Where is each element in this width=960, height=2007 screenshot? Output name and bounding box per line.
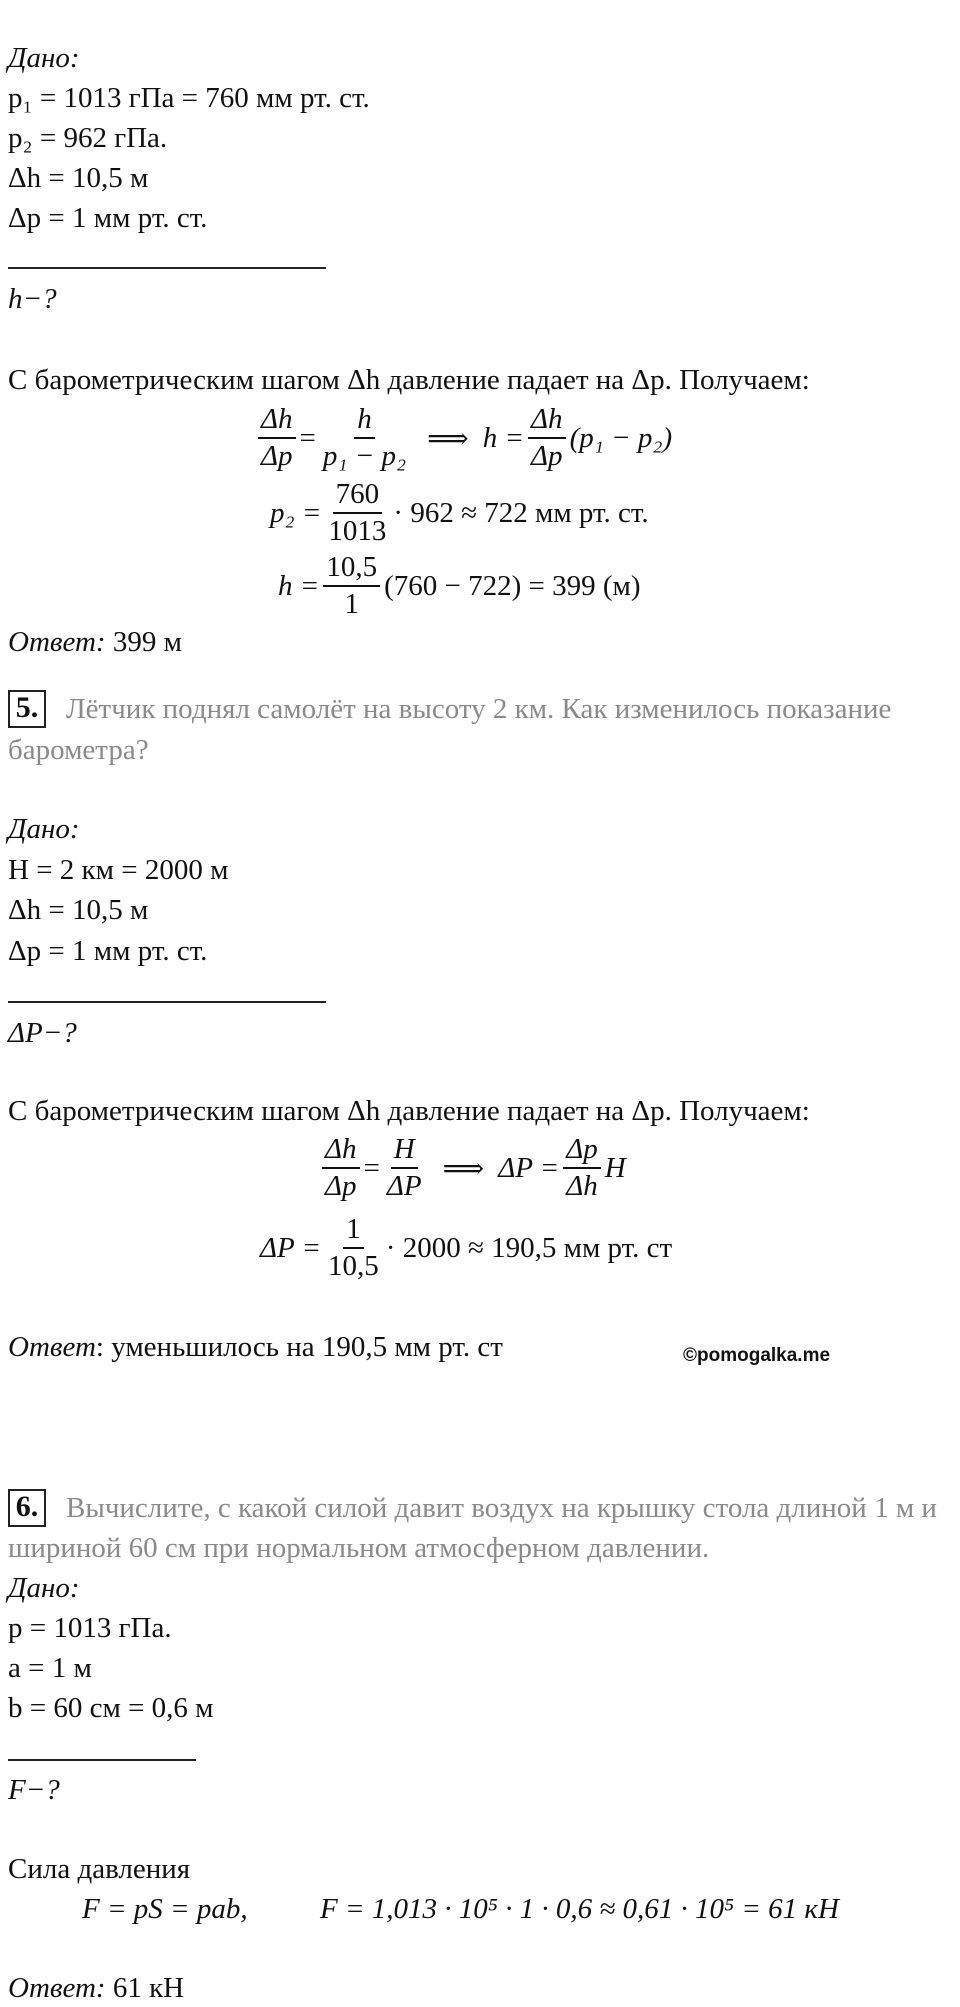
solution-intro: С барометрическим шагом Δh давление падает на Δp. Получаем: — [8, 1095, 810, 1127]
problem-number: 6. — [8, 1489, 46, 1527]
fraction-denominator: 10,5 — [328, 1250, 379, 1282]
equation-lhs: ΔP = — [498, 1151, 560, 1184]
given-line: H = 2 км = 2000 м — [8, 854, 229, 886]
fraction-denominator: Δp — [261, 440, 293, 472]
equals-sign: = — [363, 1151, 380, 1184]
equation-tail: (p₁ − p₂) — [569, 421, 673, 454]
answer-line — [8, 628, 182, 657]
equation-1 — [318, 1130, 626, 1206]
fraction-denominator: Δp — [531, 440, 563, 472]
given-line: p = 1013 гПа. — [8, 1612, 172, 1644]
formula: F = pS = pab, — [82, 1893, 248, 1925]
fraction-numerator: H — [391, 1135, 418, 1169]
answer-label: Ответ: — [8, 626, 106, 658]
equation-lhs: p₂ = — [270, 496, 322, 529]
equation-1 — [254, 400, 672, 476]
fraction-denominator: 1 — [344, 588, 359, 620]
given-line: a = 1 м — [8, 1652, 92, 1684]
equation-lhs: h = — [278, 569, 320, 602]
equation-tail: (760 − 722) = 399 (м) — [384, 569, 641, 602]
answer-value: 399 м — [105, 626, 182, 658]
problem-question: Лётчик поднял самолёт на высоту 2 км. Как изменилось показание — [66, 693, 892, 725]
divider — [8, 1001, 326, 1003]
problem-question: шириной 60 см при нормальном атмосферном давлении. — [8, 1532, 710, 1564]
answer-value: : уменьшилось на 190,5 мм рт. ст — [95, 1331, 503, 1363]
problem-number: 5. — [8, 690, 46, 728]
given-label: Дано: — [8, 1572, 80, 1604]
fraction-denominator: Δh — [566, 1170, 598, 1202]
solution-intro: С барометрическим шагом Δh давление падает на Δp. Получаем: — [8, 364, 810, 396]
solution-intro: Сила давления — [8, 1853, 191, 1885]
equals-sign: = — [299, 421, 316, 454]
equation-2 — [270, 475, 649, 551]
equation-tail: · 962 ≈ 722 мм рт. ст. — [393, 496, 649, 529]
fraction-numerator: Δh — [528, 405, 566, 439]
fraction-denominator: Δp — [325, 1170, 357, 1202]
given-line: Δp = 1 мм рт. ст. — [8, 935, 208, 967]
fraction-numerator: Δp — [563, 1135, 601, 1169]
fraction-numerator: Δh — [322, 1135, 360, 1169]
equation-tail: · 2000 ≈ 190,5 мм рт. ст — [385, 1231, 673, 1264]
fraction-denominator: p₁ − p₂ — [322, 440, 407, 472]
find-line: F−? — [8, 1774, 60, 1806]
given-line: b = 60 см = 0,6 м — [8, 1692, 214, 1724]
find-line: h−? — [8, 283, 57, 315]
equation-2 — [260, 1210, 672, 1286]
implies-arrow: ⟹ — [427, 422, 469, 455]
divider — [8, 267, 326, 269]
given-label: Дано: — [8, 42, 80, 74]
formula: F = 1,013 · 10⁵ · 1 · 0,6 ≈ 0,61 · 10⁵ = 61 кН — [320, 1893, 839, 1925]
answer-label: Ответ: — [8, 1972, 106, 2004]
implies-arrow: ⟹ — [442, 1152, 485, 1185]
find-line: ΔP−? — [8, 1017, 77, 1049]
fraction-numerator: 760 — [333, 480, 383, 514]
problem-question: барометра? — [8, 734, 149, 766]
given-label: Дано: — [8, 813, 80, 845]
given-line: p₁ = 1013 гПа = 760 мм рт. ст. — [8, 82, 370, 114]
answer-value: 61 кН — [105, 1972, 185, 2004]
problem-question: Вычислите, с какой силой давит воздух на крышку стола длиной 1 м и — [66, 1492, 937, 1524]
equation-3 — [278, 548, 641, 624]
equation-tail: H — [604, 1151, 626, 1184]
fraction-denominator: 1013 — [328, 515, 387, 547]
answer-line — [8, 1974, 184, 2003]
fraction-numerator: h — [354, 405, 375, 439]
given-line: p₂ = 962 гПа. — [8, 122, 168, 154]
given-line: Δh = 10,5 м — [8, 894, 149, 926]
equation-lhs: ΔP = — [260, 1231, 322, 1264]
fraction-numerator: 1 — [343, 1215, 364, 1249]
fraction-denominator: ΔP — [386, 1170, 422, 1202]
watermark: ©pomogalka.me — [683, 1345, 831, 1366]
answer-label: Ответ — [8, 1331, 96, 1363]
divider — [8, 1759, 196, 1761]
answer-line — [8, 1333, 503, 1362]
fraction-numerator: Δh — [258, 405, 296, 439]
given-line: Δp = 1 мм рт. ст. — [8, 202, 208, 234]
equation-lhs: h = — [482, 421, 525, 454]
fraction-numerator: 10,5 — [323, 553, 380, 587]
given-line: Δh = 10,5 м — [8, 162, 149, 194]
